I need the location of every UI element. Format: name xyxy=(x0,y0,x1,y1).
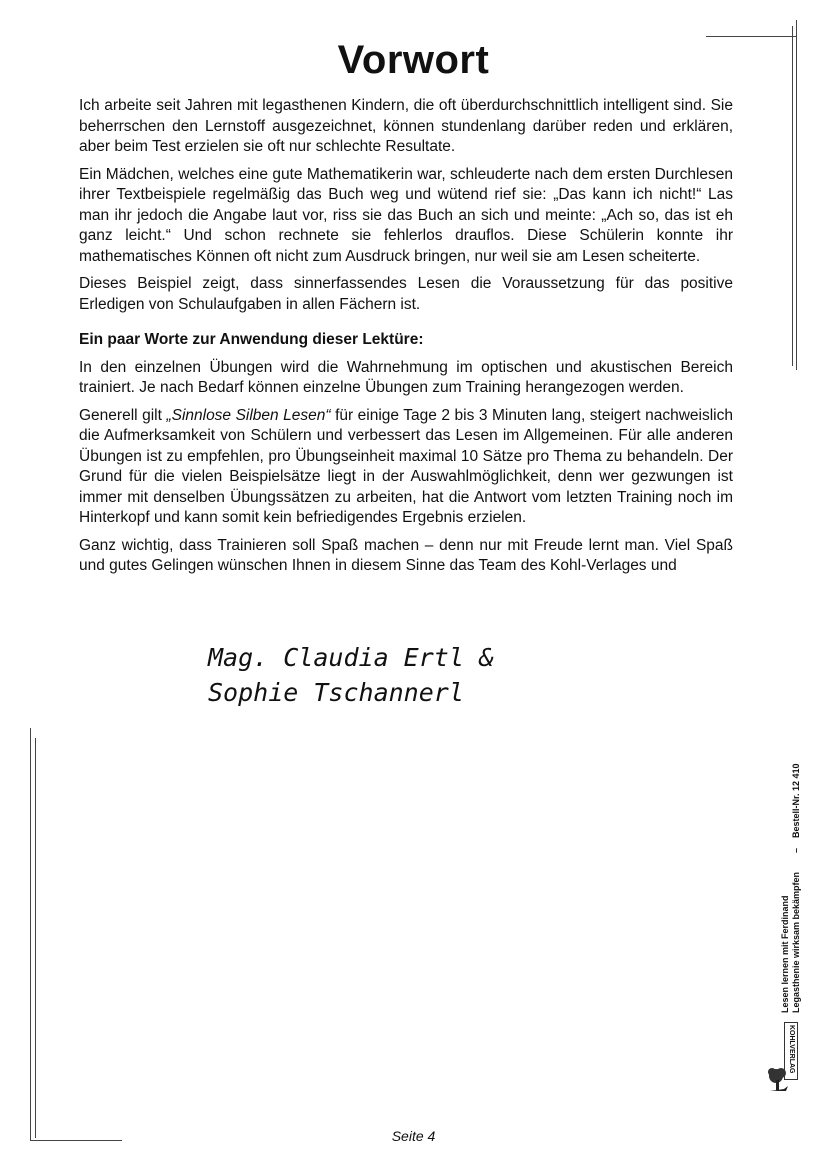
exercise-name: „Sinnlose Silben Lesen“ xyxy=(166,406,331,424)
sidebar-book-title: Lesen lernen mit Ferdinand xyxy=(780,895,790,1013)
frame-top-line xyxy=(706,36,796,37)
signature-line-2: Sophie Tschannerl xyxy=(208,678,464,707)
paragraph-2: Ein Mädchen, welches eine gute Mathematikerin war, schleuderte nach dem ersten Durchlesen ihrer Textbeispiele regelmäßig das Buch weg und wütend rief sie: „Das kann ich nicht!“ Las man ihr jedoch die Angabe laut vor, riss sie das Buch an sich und meinte: „Ach so, das ist eh ganz leicht.“ Und schon rechnete sie fehlerlos drauflos. Diese Schülerin konnte ihr mathematisches Können oft nicht zum Ausdruck bringen, nur weil sie am Lesen scheiterte. xyxy=(79,165,733,265)
paragraph-5-end: für einige Tage 2 bis 3 Minuten lang, steigert nachweislich die Aufmerksamkeit von Schülern und verbessert das Lesen im Allgemeinen. Für alle anderen Übungen ist zu empfehlen, pro Übungseinheit maximal 10 Sätze pro Thema zu behandeln. Der Grund für die vielen Beispielsätze liegt in der Auswahlmöglichkeit, denn wer gezwungen ist immer mit denselben Übungssätzen zu arbeiten, hat die Antwort vom letzten Training noch im Hinterkopf und kann somit kein befriedigendes Ergebnis erzielen. xyxy=(79,406,733,526)
frame-left-line-inner xyxy=(35,738,36,1138)
sidebar-separator: – xyxy=(791,847,801,853)
frame-left-line-outer xyxy=(30,728,31,1140)
section-heading: Ein paar Worte zur Anwendung dieser Lektüre: xyxy=(79,331,424,348)
paragraph-1: Ich arbeite seit Jahren mit legasthenen Kindern, die oft überdurchschnittlich intelligent sind. Sie beherrschen den Lernstoff ausgezeichnet, können stundenlang darüber reden und erklären, aber beim Test erzielen sie oft nur schlechte Resultate. xyxy=(79,97,733,155)
sidebar-order-number: Bestell-Nr. 12 410 xyxy=(791,763,801,838)
tree-icon xyxy=(766,1064,790,1094)
sidebar-subtitle: Legasthenie wirksam bekämpfen xyxy=(791,871,801,1013)
page-number: Seite 4 xyxy=(391,1128,436,1144)
paragraph-3: Dieses Beispiel zeigt, dass sinnerfassendes Lesen die Voraussetzung für das positive Erledigen von Schulaufgaben in allen Fächern ist. xyxy=(79,275,733,313)
paragraph-6: Ganz wichtig, dass Trainieren soll Spaß machen – denn nur mit Freude lernt man. Viel Spaß und gutes Gelingen wünschen Ihnen in diesem Sinne das Team des Kohl-Verlages und xyxy=(79,536,733,574)
body-text xyxy=(79,96,733,584)
page-title: Vorwort xyxy=(337,38,490,82)
publisher-logo-text: KOHLVERLAG xyxy=(788,1025,795,1074)
paragraph-5 xyxy=(79,406,733,529)
signature xyxy=(208,640,494,710)
signature-line-1: Mag. Claudia Ertl & xyxy=(208,643,494,672)
paragraph-4: In den einzelnen Übungen wird die Wahrnehmung im optischen und akustischen Bereich trainiert. Je nach Bedarf können einzelne Übungen zum Training herangezogen werden. xyxy=(79,358,733,396)
paragraph-5-start: Generell gilt xyxy=(79,406,167,424)
